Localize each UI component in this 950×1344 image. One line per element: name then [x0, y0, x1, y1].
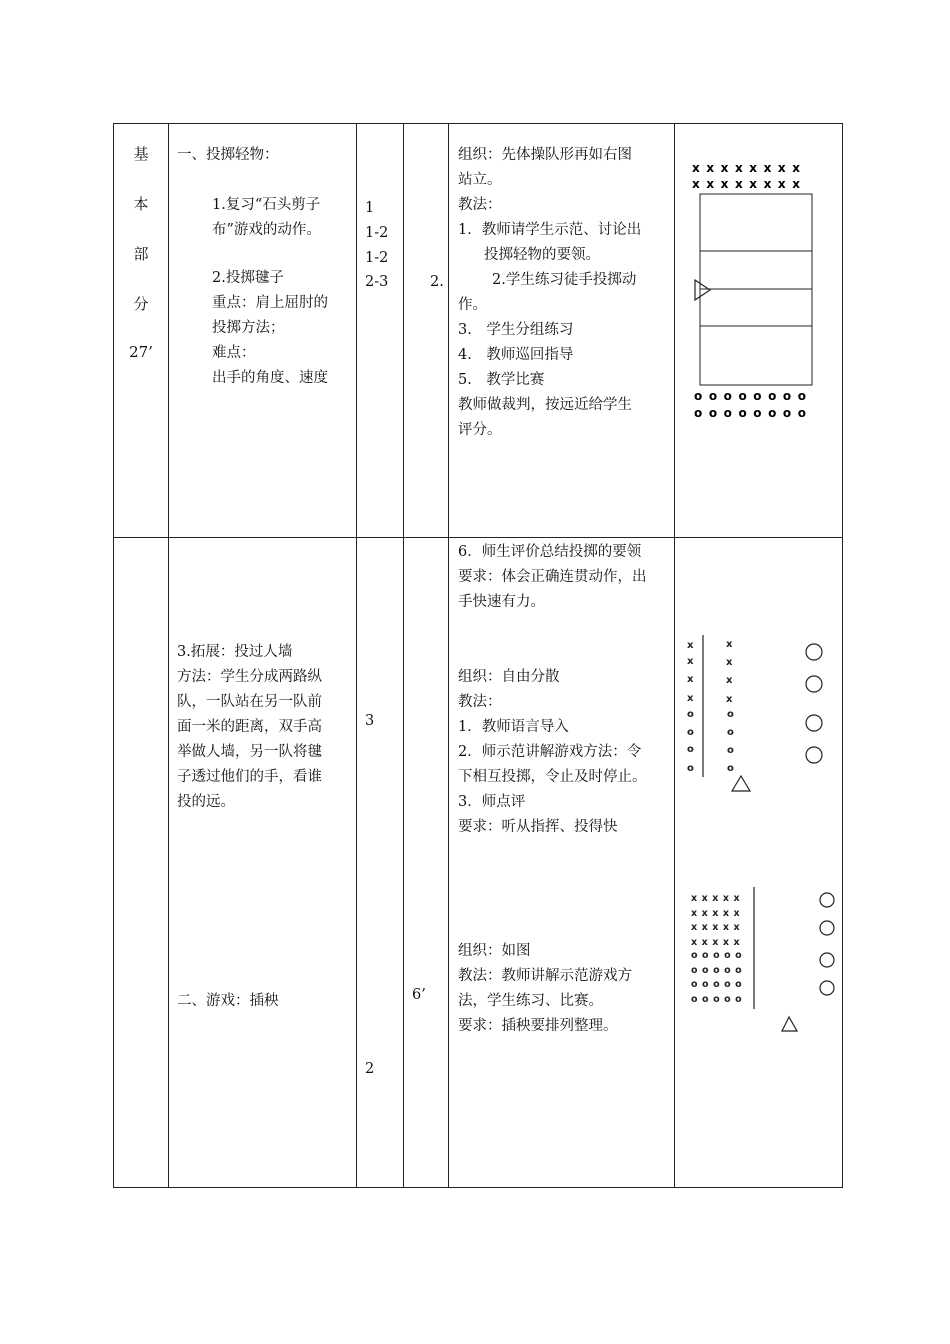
student-row-o: o o o o o o o o	[694, 389, 808, 403]
method-line: 5. 教学比赛	[458, 372, 545, 388]
method-line: 1．教师请学生示范、讨论出	[458, 222, 642, 238]
method-line: 教师做裁判，按远近给学生	[458, 397, 632, 413]
method-line: 组织：如图	[458, 943, 531, 959]
student-row-o: o o o o o	[691, 994, 743, 1005]
method-line: 手快速有力。	[458, 594, 545, 610]
formation-diagram-wall	[680, 630, 835, 800]
student-o: o	[687, 727, 694, 738]
extension-line: 子透过他们的手，看谁	[177, 769, 322, 785]
student-row-o: o o o o o	[691, 979, 743, 990]
student-row-o: o o o o o o o o	[694, 406, 808, 420]
section-label-char: 部	[133, 245, 149, 263]
section-time: 27’	[129, 343, 153, 361]
key-point: 重点：肩上屈肘的	[212, 295, 328, 311]
section-label-char: 分	[133, 295, 149, 313]
content-title: 一、投掷轻物：	[177, 147, 279, 163]
table-border-left	[113, 123, 114, 1188]
repetition-count: 1-2	[365, 250, 389, 266]
method-line: 组织：先体操队形再如右图	[458, 147, 632, 163]
circle-marker-icon	[820, 893, 834, 907]
teacher-triangle-icon	[732, 776, 750, 791]
repetition-count: 1	[365, 200, 375, 216]
circle-marker-icon	[820, 953, 834, 967]
extension-line: 投的远。	[177, 794, 235, 810]
duration: 6’	[412, 987, 426, 1003]
duration: 2.	[430, 274, 444, 290]
column-divider	[448, 123, 449, 1188]
student-x: x	[726, 675, 733, 686]
method-line: 教法：教师讲解示范游戏方	[458, 968, 632, 984]
method-line: 作。	[458, 297, 487, 313]
formation-diagram-game	[686, 885, 836, 1035]
student-o: o	[727, 709, 734, 720]
repetition-count: 1-2	[365, 225, 389, 241]
student-x: x	[726, 657, 733, 668]
method-line: 6．师生评价总结投掷的要领	[458, 544, 642, 560]
extension-line: 队，一队站在另一队前	[177, 694, 322, 710]
student-o: o	[727, 763, 734, 774]
difficulty-label: 难点：	[212, 345, 256, 361]
student-o: o	[727, 745, 734, 756]
student-o: o	[687, 744, 694, 755]
teacher-triangle-icon	[782, 1017, 797, 1031]
table-border-right	[842, 123, 843, 1188]
circle-marker-icon	[806, 715, 822, 731]
method-line: 3．师点评	[458, 794, 526, 810]
difficulty-text: 出手的角度、速度	[212, 370, 328, 386]
repetition-count: 3	[365, 713, 375, 729]
section-label-char: 基	[133, 145, 149, 163]
content-item-1: 布”游戏的动作。	[212, 222, 321, 238]
method-line: 要求：体会正确连贯动作，出	[458, 569, 647, 585]
column-divider	[168, 123, 169, 1188]
column-divider	[674, 123, 675, 1188]
circle-marker-icon	[820, 981, 834, 995]
game-title: 二、游戏：插秧	[177, 993, 279, 1009]
column-divider	[403, 123, 404, 1188]
student-row-x: x x x x x x x x	[692, 161, 802, 175]
method-line: 站立。	[458, 172, 502, 188]
method-line: 要求：插秧要排列整理。	[458, 1018, 618, 1034]
method-line: 1．教师语言导入	[458, 719, 569, 735]
table-border-top	[113, 123, 843, 124]
circle-marker-icon	[806, 676, 822, 692]
table-row-divider	[113, 537, 843, 538]
content-item-1: 1.复习“石头剪子	[212, 197, 321, 213]
formation-diagram-field	[688, 158, 833, 423]
method-line: 4. 教师巡回指导	[458, 347, 574, 363]
method-line: 2.学生练习徒手投掷动	[492, 272, 637, 288]
student-o: o	[727, 727, 734, 738]
extension-line: 举做人墙，另一队将毽	[177, 744, 322, 760]
student-row-x: x x x x x	[691, 908, 741, 919]
extension-title: 3.拓展：投过人墙	[177, 644, 293, 660]
section-label-char: 本	[133, 195, 149, 213]
student-row-x: x x x x x	[691, 937, 741, 948]
repetition-count: 2	[365, 1061, 375, 1077]
right-column	[726, 639, 734, 774]
method-line: 组织：自由分散	[458, 669, 560, 685]
circle-marker-icon	[820, 921, 834, 935]
circle-marker-icon	[806, 747, 822, 763]
student-grid	[691, 893, 742, 1005]
method-line: 下相互投掷，令止及时停止。	[458, 769, 647, 785]
method-line: 教法：	[458, 197, 502, 213]
extension-line: 方法：学生分成两路纵	[177, 669, 322, 685]
student-row-x: x x x x x	[691, 922, 741, 933]
student-row-o: o o o o o	[691, 965, 743, 976]
method-line: 投掷轻物的要领。	[484, 247, 600, 263]
student-row-o: o o o o o	[691, 950, 743, 961]
student-x: x	[687, 656, 694, 667]
repetition-count: 2-3	[365, 274, 389, 290]
content-item-2: 2.投掷毽子	[212, 270, 284, 286]
method-line: 3. 学生分组练习	[458, 322, 574, 338]
column-divider	[356, 123, 357, 1188]
extension-line: 面一米的距离，双手高	[177, 719, 322, 735]
student-row-x: x x x x x	[691, 893, 741, 904]
teacher-triangle-icon	[695, 280, 710, 300]
method-line: 教法：	[458, 694, 502, 710]
method-line: 要求：听从指挥、投得快	[458, 819, 618, 835]
key-point: 投掷方法；	[212, 320, 285, 336]
student-x: x	[687, 693, 694, 704]
student-x: x	[687, 640, 694, 651]
student-o: o	[687, 709, 694, 720]
table-border-bottom	[113, 1187, 843, 1188]
student-x: x	[726, 694, 733, 705]
method-line: 2．师示范讲解游戏方法：令	[458, 744, 642, 760]
method-line: 评分。	[458, 422, 502, 438]
student-o: o	[687, 763, 694, 774]
left-column	[687, 640, 694, 774]
student-x: x	[687, 674, 694, 685]
student-x: x	[726, 639, 733, 650]
circle-marker-icon	[806, 644, 822, 660]
method-line: 法，学生练习、比赛。	[458, 993, 603, 1009]
student-row-x: x x x x x x x x	[692, 177, 802, 191]
